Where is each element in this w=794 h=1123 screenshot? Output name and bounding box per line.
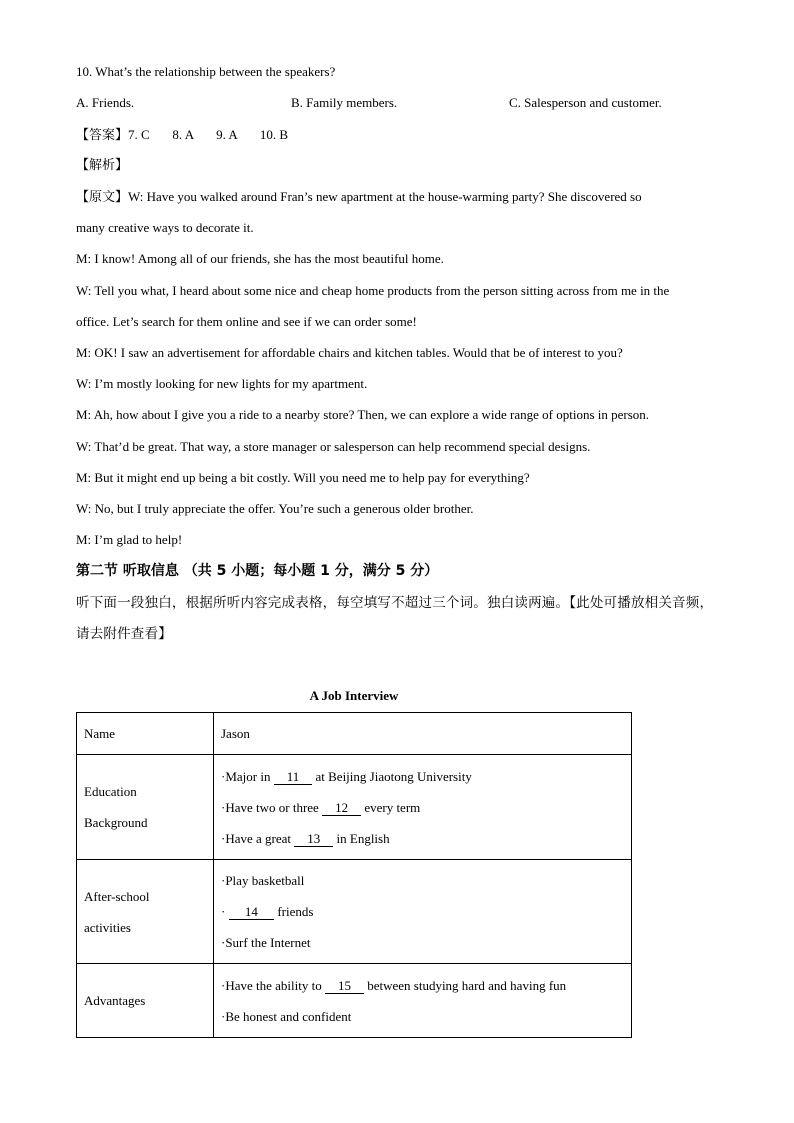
section-2-instruction-b: 请去附件查看】 bbox=[76, 626, 172, 642]
transcript-line-8: M: But it might end up being a bit costly. Will you need me to help pay for everything? bbox=[76, 470, 530, 485]
name-value: Jason bbox=[214, 713, 632, 755]
blank-14: 14 bbox=[229, 905, 275, 920]
education-item-1: ·Major in 11 at Beijing Jiaotong University bbox=[221, 768, 472, 784]
advantages-item-1: ·Have the ability to 15 between studying hard and having fun bbox=[221, 977, 567, 993]
analysis-tag: 【解析】 bbox=[76, 158, 129, 173]
transcript-line-10: M: I’m glad to help! bbox=[76, 532, 183, 547]
activities-item-2: · 14 friends bbox=[221, 904, 314, 919]
transcript-text: W: Have you walked around Fran’s new apartment at the house-warming party? She discovered so bbox=[128, 189, 642, 204]
advantages-label: Advantages bbox=[77, 964, 214, 1038]
table-row-advantages bbox=[77, 964, 632, 1038]
table-row-name bbox=[77, 713, 632, 755]
section-2-instruction-a: 听下面一段独白，根据所听内容完成表格，每空填写不超过三个词。独白读两遍。【此处可播放相关音频， bbox=[76, 595, 714, 611]
transcript-line-4: M: OK! I saw an advertisement for affordable chairs and kitchen tables. Would that be of interest to you? bbox=[76, 345, 623, 360]
activities-items bbox=[214, 860, 632, 964]
transcript-line-5: W: I’m mostly looking for new lights for my apartment. bbox=[76, 376, 368, 391]
question-10-stem: 10. What’s the relationship between the speakers? bbox=[76, 64, 336, 79]
answer-line bbox=[76, 126, 734, 145]
education-item-2: ·Have two or three 12 every term bbox=[221, 799, 421, 815]
transcript-line-7: W: That’d be great. That way, a store manager or salesperson can help recommend special designs. bbox=[76, 439, 591, 454]
transcript-line-9: W: No, but I truly appreciate the offer. You’re such a generous older brother. bbox=[76, 501, 474, 516]
interview-table bbox=[76, 712, 632, 1038]
question-10-options bbox=[76, 94, 734, 112]
transcript-line-1a bbox=[76, 188, 734, 207]
transcript-line-6: M: Ah, how about I give you a ride to a nearby store? Then, we can explore a wide range of options in person. bbox=[76, 407, 650, 422]
answer-values: 7. C 8. A 9. A 10. B bbox=[128, 127, 289, 142]
blank-12: 12 bbox=[322, 801, 361, 816]
section-2-heading: 第二节 听取信息 （共 5 小题；每小题 1 分，满分 5 分） bbox=[76, 563, 439, 579]
activities-item-3: ·Surf the Internet bbox=[221, 935, 311, 950]
table-row-activities bbox=[77, 860, 632, 964]
table-title: A Job Interview bbox=[309, 688, 399, 703]
blank-13: 13 bbox=[294, 832, 333, 847]
blank-15: 15 bbox=[325, 979, 364, 994]
education-item-3: ·Have a great 13 in English bbox=[221, 830, 390, 846]
education-label: Education Background bbox=[77, 755, 214, 860]
education-items bbox=[214, 755, 632, 860]
activities-label: After-school activities bbox=[77, 860, 214, 964]
transcript-line-3b: office. Let’s search for them online and see if we can order some! bbox=[76, 314, 417, 329]
option-a: A. Friends. bbox=[76, 95, 135, 110]
advantages-item-2: ·Be honest and confident bbox=[221, 1008, 352, 1024]
transcript-line-1b: many creative ways to decorate it. bbox=[76, 220, 254, 235]
option-c: C. Salesperson and customer. bbox=[509, 95, 662, 110]
blank-11: 11 bbox=[274, 770, 313, 785]
table-row-education bbox=[77, 755, 632, 860]
answer-tag: 【答案】 bbox=[76, 128, 129, 143]
advantages-items bbox=[214, 964, 632, 1038]
activities-item-1: ·Play basketball bbox=[221, 873, 305, 888]
transcript-line-2: M: I know! Among all of our friends, she has the most beautiful home. bbox=[76, 251, 444, 266]
name-label: Name bbox=[77, 713, 214, 755]
option-b: B. Family members. bbox=[291, 95, 398, 110]
transcript-line-3a: W: Tell you what, I heard about some nice and cheap home products from the person sitting across from me in the bbox=[76, 283, 670, 298]
transcript-tag: 【原文】 bbox=[76, 190, 129, 205]
